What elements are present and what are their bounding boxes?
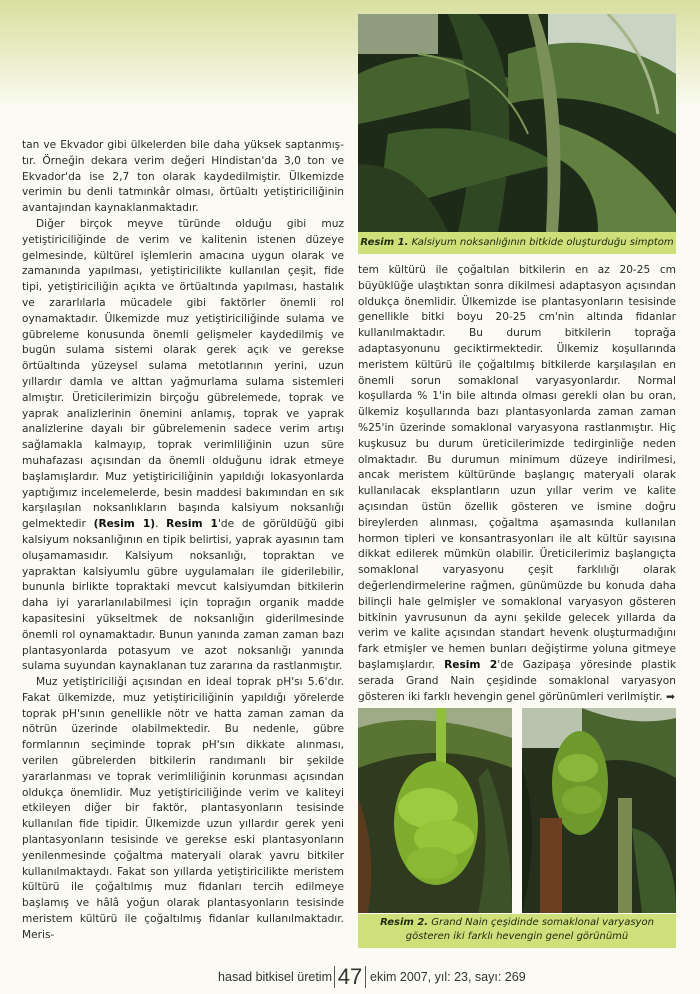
caption-text: Grand Nain çeşidinde somaklonal varyasyon gösteren iki farklı hevengin genel görünümü bbox=[405, 917, 654, 942]
right-text-column bbox=[358, 263, 676, 705]
paragraph-text: tem kültürü ile çoğaltılan bitkilerin en az 20-25 cm büyüklüğe ulaştıktan sonra dikilmesi adaptasyon açısından oldukça önemlidir. Ülkemizde ise plantasyonların tesisinde genellikle bitki boyu 20-25 cm'nin altında fidanlar kullanılmaktadır. Bu durum bitkilerin toprağa adaptasyonunu geciktirmektedir. Ülkemiz koşullarında meristem kültürü ile çoğaltılmış bitkilerde karşılaşılan en önemli sorun somaklonal varyasyonlardır. Normal koşullarda % 1'in bile altında olması gerekli olan bu oran, ülkemiz koşullarında bazı plantasyonlarda zaman zaman %25'in üzerinde somaklonal varyasyona rastlanmıştır. Hiç kuşkusuz bu durum üreticilerimizde tedirginliğe neden olmaktadır. Bu durumun minimum düzeye indirilmesi, ancak meristem kültüründe başlangıç materyali olarak kullanılacak eksplantların uzun yıllar verim ve kalite açısından üstün özellik gösteren ve ismine doğru bireylerden alınması, çoğaltma aşamasında kullanılan hormon tipleri ve konsantrasyonları ile alt kültür sayısına dikkat edilerek mümkün olabilir. Üreticilerimiz başlangıçta somaklonal varyasyonu çeşit farklılığı olarak değerlendirmelerine rağmen, günümüzde bu konuda daha bilinçli hale gelmişler ve somaklonal varyasyon gösteren bitkinin yavrusunun da aynı şekilde gelecek yıllarda da verim ve kalite açısından standart hevenk oluşturmadığını fark etmişler ve hemen bunları değiştirme yoluna gitmeye başlamışlardır. bbox=[358, 264, 676, 671]
figure-reference: (Resim 1) bbox=[93, 518, 156, 531]
page-number: 47 bbox=[334, 966, 366, 988]
continue-arrow-icon: ➡ bbox=[665, 690, 675, 703]
caption-label: Resim 1. bbox=[360, 237, 409, 248]
left-text-column bbox=[22, 138, 344, 944]
paragraph-text: 'de de görüldüğü gibi kalsiyum noksanlığının en tipik belirtisi, yaprak ayasının tam oluşamamasıdır. Kalsiyum noksanlığı, topraktan ve yapraktan kalsiyumlu gübre uygulamaları ile giderilebilir, bununla birlikte topraktaki mevcut kalsiyumdan bitkilerin daha iyi yararlanılabilmesi için toprağın organik madde kapasitesini yükseltmek de noksanlığın giderilmesinde önemli rol oynamaktadır. Bunun yanında zaman zaman bazı plantasyonlarda potasyum ve azot noksanlığı yanında sulama suyundan kaynaklanan tuz zararına da rastlanmıştır. bbox=[22, 518, 344, 673]
paragraph: tan ve Ekvador gibi ülkelerden bile daha yüksek saptanmış-tır. Örneğin dekara verim değeri Hindistan'da 3,0 ton ve Ekvador'da ise 2,7 ton olarak kaydedilmiştir. Ülkemizde verimin bu denli tatmınkâr olması, örtüaltı yetiştiriciliğinin avantajından kaynaklanmaktadır. bbox=[22, 139, 344, 215]
photo-calcium-deficiency bbox=[358, 14, 676, 232]
paragraph-text: . bbox=[155, 518, 167, 531]
caption-label: Resim 2. bbox=[380, 917, 429, 928]
paragraph bbox=[358, 263, 676, 705]
figure-reference: Resim 1 bbox=[166, 518, 218, 531]
figure-reference: Resim 2 bbox=[444, 658, 498, 671]
issue-info: ekim 2007, yıl: 23, sayı: 269 bbox=[370, 970, 526, 984]
photo-banana-bunch-left bbox=[358, 708, 512, 913]
caption-text: Kalsiyum noksanlığının bitkide oluşturduğu simptom bbox=[411, 237, 674, 248]
caption-resim-2 bbox=[358, 914, 676, 948]
paragraph-text: 'de Gazipaşa yöresinde plastik serada Grand Nain çeşidinde somaklonal varyasyon gösteren iki farklı hevengin genel görünümleri verilmiştir. bbox=[358, 658, 676, 703]
caption-resim-1 bbox=[358, 232, 676, 254]
paragraph-text: Diğer birçok meyve türünde olduğu gibi muz yetiştiriciliğinde de verim ve kalitenin istenen düzeye gelmesinde, kültürel işlemlerin amacına uygun olarak ve zamanında yapılması, yetiştiricilikte kullanılan çeşit, fide tipi, yetiştiriciliğin açıkta ve örtüaltında yapılması, hastalık ve zararlılarla mücadele gibi faktörler önemli rol oynamaktadır. Ülkemizde muz yetiştiriciliğinde sulama ve gübreleme konusunda önemli gelişmeler kaydedilmiş ve bugün sulama sistemi olarak gerek açık ve gerekse örtüaltında yüzeysel sulama metotlarının yerini, uzun yıllardır damla ve alttan yağmurlama sulama sistemleri almıştır. Üreticilerimizin birçoğu gübrelemede, toprak ve yaprak analizlerinin önemini anlamış, toprak ve yaprak analizlerine dayalı bir gübrelemenin sadece verim artışı sağlamakla kalmayıp, toprak verimliliğinin uzun süre muhafazası açısından da önemli olduğunu idrak etmeye başlamışlardır. Muz yetiştiriciliğinin yapıldığı lokasyonlarda yaptığımız incelemelerde, besin maddesi bakımından en sık karşılaşılan noksanlıkların başında kalsiyum noksanlığı gelmektedir bbox=[22, 217, 344, 531]
page-footer bbox=[0, 966, 700, 990]
photo-banana-bunch-right bbox=[522, 708, 676, 913]
paragraph: Muz yetiştiriciliği açısından en ideal toprak pH'sı 5.6'dır. Fakat ülkemizde, muz yetiştiriciliğinin yapıldığı yörelerde toprak pH'sının genellikle nötr ve hatta zaman zaman da nötrün üzerinde olabilmektedir. Bu nedenle, gübre formlarının seçiminde toprak pH'sın dikkate alınması, verilen gübrelerden bitkilerin randımanlı bir şekilde yararlanması ve toprak verimliliğinin korunması açısından oldukça önemlidir. Muz yetiştiriciliğinde verim ve kaliteyi etkileyen diğer bir faktör, plantasyonların tesisinde kullanılan fide tipidir. Ülkemizde uzun yıllardır gerek yeni plantasyonların tesisinde ve gerekse eski plantasyonların yenilenmesinde çoğaltma materyali olarak yavru bitkiler kullanılmaktaydı. Fakat son yıllarda yetiştiricilikte meristem kültürü ile çoğaltılmış muz fidanları tercih edilmeye başlamış ve hâlâ yoğun olarak plantasyonların tesisinde meristem kültürü ile çoğaltılmış fidanlar kullanılmaktadır. Meris- bbox=[22, 676, 344, 941]
paragraph bbox=[22, 217, 344, 675]
magazine-name: hasad bitkisel üretim bbox=[218, 970, 332, 984]
